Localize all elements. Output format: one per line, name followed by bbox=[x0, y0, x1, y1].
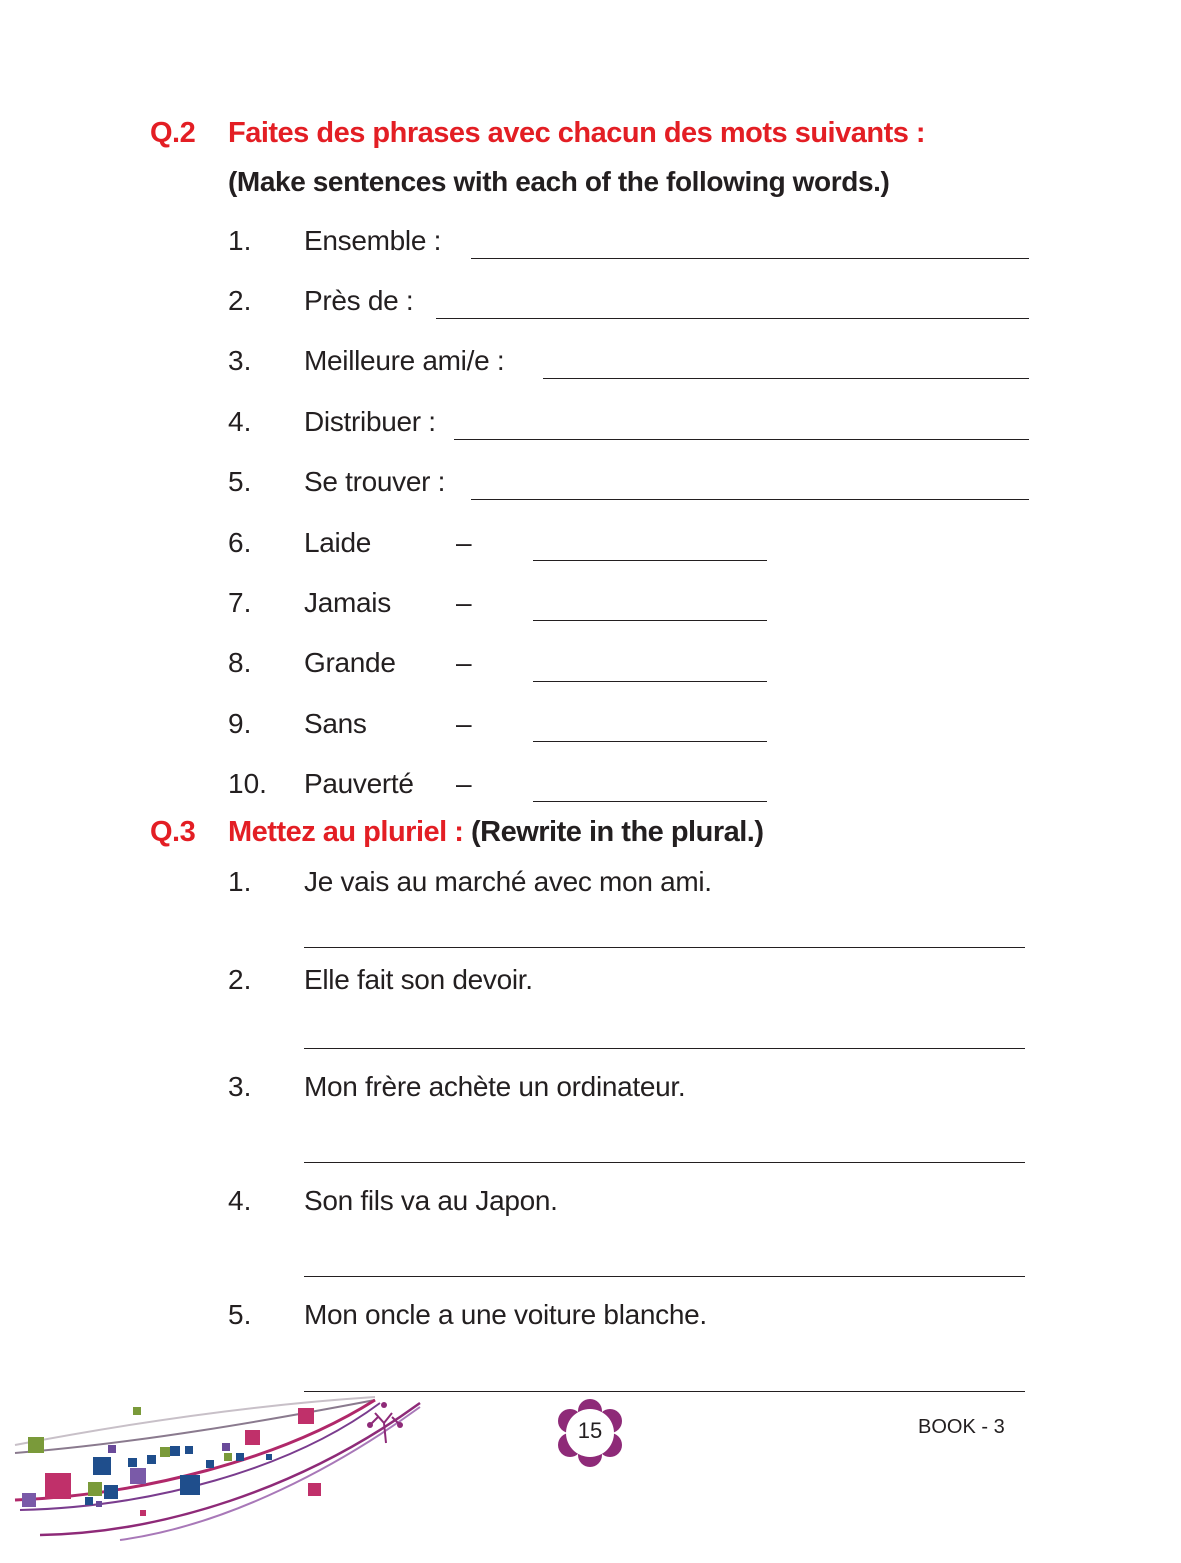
square bbox=[133, 1407, 141, 1415]
q3-number: Q.3 bbox=[150, 816, 196, 848]
square bbox=[308, 1483, 321, 1496]
square bbox=[104, 1485, 118, 1499]
q2-item-number: 7. bbox=[228, 587, 252, 618]
q2-item-number: 9. bbox=[228, 708, 252, 739]
q3-item-number: 1. bbox=[228, 866, 252, 897]
q2-item-word: Grande bbox=[304, 647, 396, 678]
q2-item-number: 5. bbox=[228, 466, 252, 497]
q2-item-number: 1. bbox=[228, 225, 252, 256]
answer-line[interactable] bbox=[533, 741, 767, 742]
q3-item-number: 5. bbox=[228, 1299, 252, 1330]
q2-item-number: 10. bbox=[228, 768, 267, 799]
square bbox=[22, 1493, 36, 1507]
square bbox=[206, 1460, 214, 1468]
dash: – bbox=[456, 587, 472, 618]
book-label: BOOK - 3 bbox=[918, 1416, 1005, 1438]
square bbox=[85, 1497, 93, 1505]
sprout-bud bbox=[381, 1402, 387, 1408]
square bbox=[222, 1443, 230, 1451]
dash: – bbox=[456, 768, 472, 799]
square bbox=[45, 1473, 71, 1499]
answer-line[interactable] bbox=[543, 378, 1029, 379]
q2-item-word: Jamais bbox=[304, 587, 391, 618]
dash: – bbox=[456, 527, 472, 558]
answer-line[interactable] bbox=[304, 1276, 1025, 1277]
q2-item-number: 8. bbox=[228, 647, 252, 678]
answer-line[interactable] bbox=[304, 1048, 1025, 1049]
square bbox=[28, 1437, 44, 1453]
square bbox=[236, 1453, 244, 1461]
answer-line[interactable] bbox=[304, 947, 1025, 948]
square bbox=[88, 1482, 102, 1496]
q2-item-word: Se trouver : bbox=[304, 466, 446, 497]
q2-item-number: 2. bbox=[228, 285, 252, 316]
answer-line[interactable] bbox=[533, 560, 767, 561]
square bbox=[96, 1501, 102, 1507]
page-number-badge bbox=[553, 1398, 627, 1468]
q3-item-number: 4. bbox=[228, 1185, 252, 1216]
square bbox=[266, 1454, 272, 1460]
q3-item-sentence: Je vais au marché avec mon ami. bbox=[304, 866, 712, 897]
q2-item-word: Ensemble : bbox=[304, 225, 442, 256]
answer-line[interactable] bbox=[454, 439, 1029, 440]
swoosh-line bbox=[15, 1400, 375, 1453]
square bbox=[298, 1408, 314, 1424]
q2-subtitle: (Make sentences with each of the following words.) bbox=[228, 166, 890, 197]
q3-item-sentence: Mon frère achète un ordinateur. bbox=[304, 1071, 686, 1102]
answer-line[interactable] bbox=[533, 620, 767, 621]
q2-item-word: Meilleure ami/e : bbox=[304, 345, 505, 376]
sprout-bud bbox=[397, 1422, 403, 1428]
q3-heading bbox=[228, 816, 764, 849]
dash: – bbox=[456, 647, 472, 678]
answer-line[interactable] bbox=[304, 1162, 1025, 1163]
answer-line[interactable] bbox=[533, 681, 767, 682]
q3-title: Mettez au pluriel : bbox=[228, 816, 464, 848]
answer-line[interactable] bbox=[533, 801, 767, 802]
q2-item-word: Sans bbox=[304, 708, 367, 739]
square bbox=[245, 1430, 260, 1445]
answer-line[interactable] bbox=[471, 499, 1029, 500]
q2-item-word: Distribuer : bbox=[304, 406, 436, 437]
q3-item-number: 3. bbox=[228, 1071, 252, 1102]
square bbox=[185, 1446, 193, 1454]
footer-decoration bbox=[0, 1385, 440, 1563]
dash: – bbox=[456, 708, 472, 739]
q3-item-sentence: Son fils va au Japon. bbox=[304, 1185, 558, 1216]
square bbox=[160, 1447, 170, 1457]
q2-item-word: Pauverté bbox=[304, 768, 414, 799]
q2-title: Faites des phrases avec chacun des mots suivants : bbox=[228, 117, 926, 149]
q3-item-sentence: Elle fait son devoir. bbox=[304, 964, 533, 995]
swoosh-line bbox=[15, 1397, 375, 1445]
q2-item-number: 6. bbox=[228, 527, 252, 558]
square bbox=[140, 1510, 146, 1516]
q2-number: Q.2 bbox=[150, 117, 196, 149]
square bbox=[130, 1468, 146, 1484]
square bbox=[93, 1457, 111, 1475]
page-number: 15 bbox=[577, 1418, 603, 1443]
q2-item-word: Près de : bbox=[304, 285, 414, 316]
q2-item-number: 4. bbox=[228, 406, 252, 437]
answer-line[interactable] bbox=[471, 258, 1029, 259]
q3-subtitle: (Rewrite in the plural.) bbox=[470, 816, 764, 848]
square bbox=[128, 1458, 137, 1467]
square bbox=[180, 1475, 200, 1495]
q3-item-number: 2. bbox=[228, 964, 252, 995]
answer-line[interactable] bbox=[436, 318, 1029, 319]
q3-item-sentence: Mon oncle a une voiture blanche. bbox=[304, 1299, 707, 1330]
square bbox=[170, 1446, 180, 1456]
square bbox=[108, 1445, 116, 1453]
square bbox=[147, 1455, 156, 1464]
q2-item-number: 3. bbox=[228, 345, 252, 376]
sprout-bud bbox=[367, 1422, 373, 1428]
square bbox=[224, 1453, 232, 1461]
q2-item-word: Laide bbox=[304, 527, 372, 558]
